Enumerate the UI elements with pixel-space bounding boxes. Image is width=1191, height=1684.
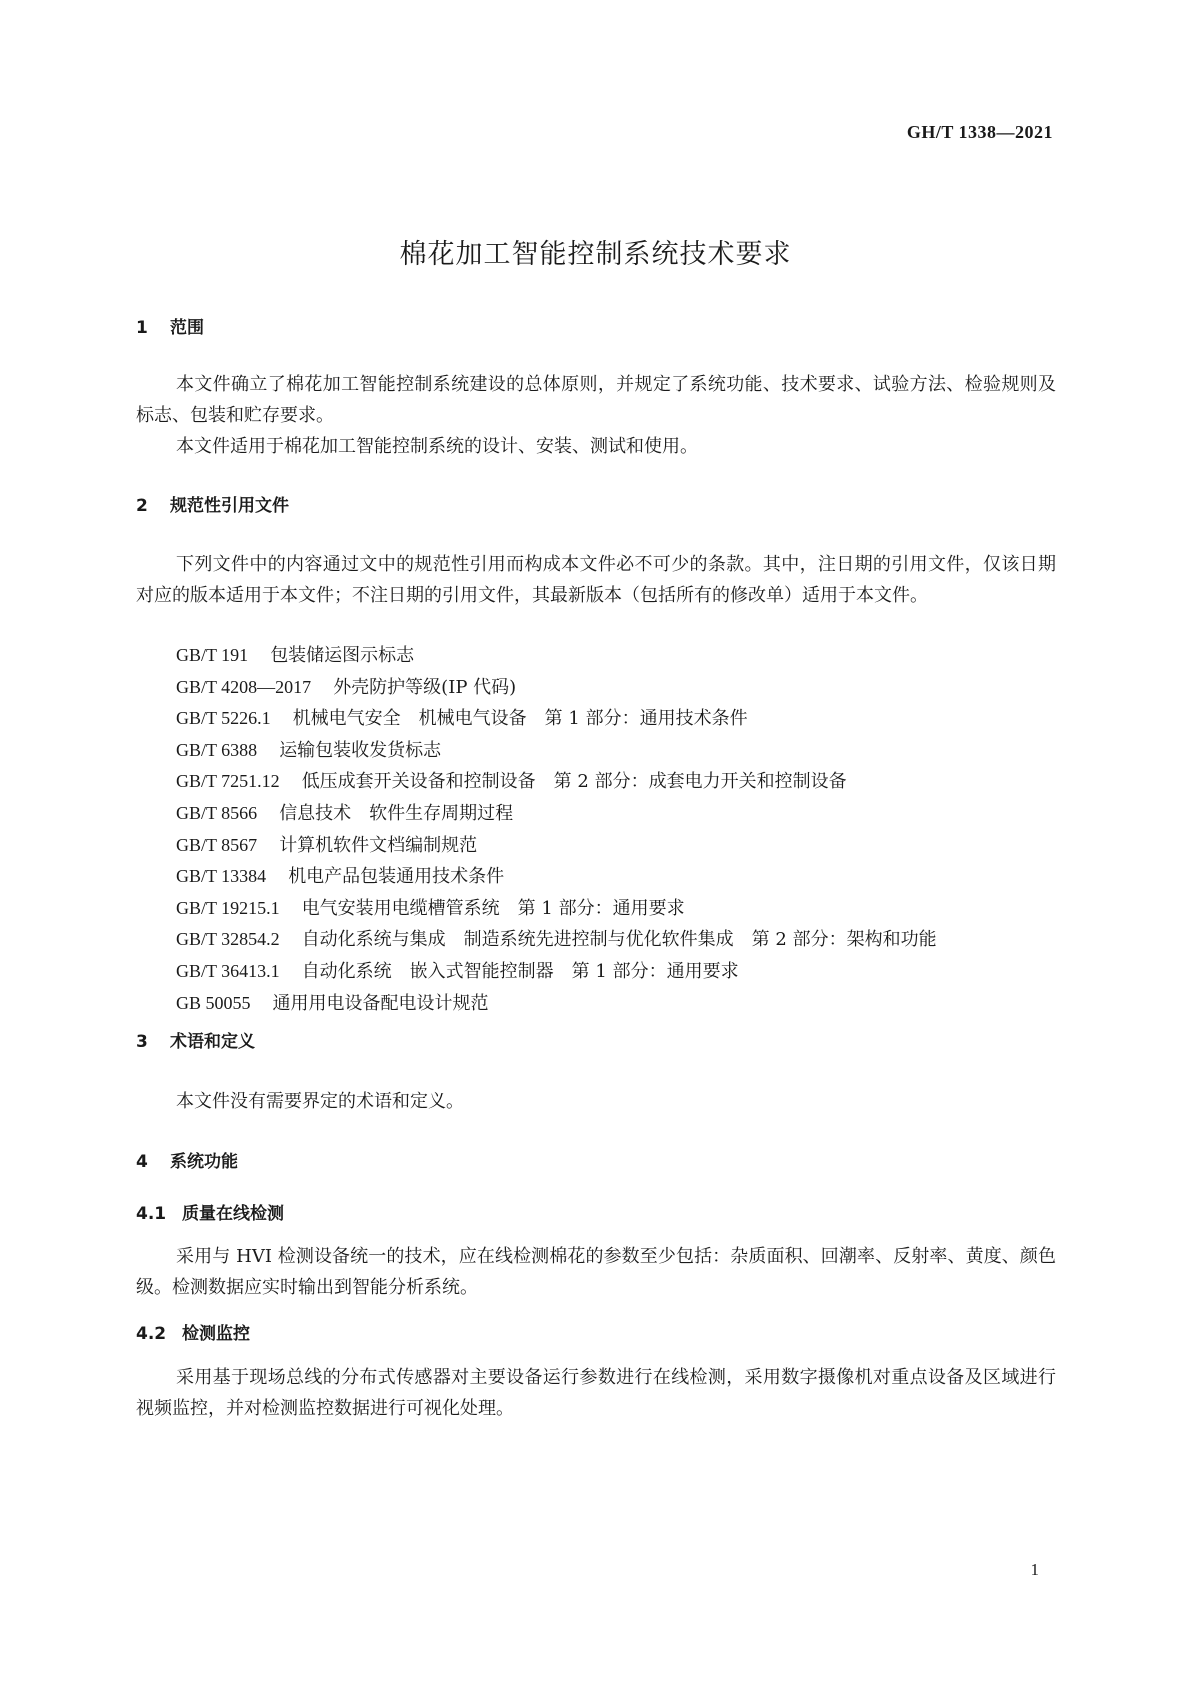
page-number: 1 [1030,1560,1039,1579]
reference-code: GB/T 6388 [176,739,258,760]
reference-code: GB/T 8567 [176,834,258,855]
reference-code: GB/T 32854.2 [176,929,280,950]
subsection-4-1-heading [136,1202,284,1226]
reference-item [176,956,937,988]
reference-title: 外壳防护等级(IP 代码) [333,676,517,698]
section-number: 1 [136,318,148,338]
section-title: 范围 [170,318,204,338]
reference-title: 运输包装收发货标志 [279,739,442,761]
reference-item [176,830,937,862]
reference-title: 自动化系统与集成 制造系统先进控制与优化软件集成 第 2 部分：架构和功能 [301,929,937,951]
section-1-heading [136,316,204,340]
section-number: 4 [136,1152,148,1172]
reference-item [176,640,937,672]
reference-code: GB/T 36413.1 [176,960,280,981]
reference-code: GB/T 13384 [176,866,267,887]
reference-code: GB/T 19215.1 [176,897,280,918]
section-number: 2 [136,496,148,516]
reference-code: GB/T 4208—2017 [176,676,312,697]
reference-title: 包装储运图示标志 [270,645,415,666]
paragraph: 本文件确立了棉花加工智能控制系统建设的总体原则，并规定了系统功能、技术要求、试验方法、检验规则及标志、包装和贮存要求。 [136,374,1056,426]
reference-item [176,861,937,893]
reference-item [176,988,937,1020]
reference-code: GB 50055 [176,992,251,1013]
reference-title: 电气安装用电缆槽管系统 第 1 部分：通用要求 [301,897,685,919]
reference-item [176,893,937,925]
paragraph: 采用基于现场总线的分布式传感器对主要设备运行参数进行在线检测，采用数字摄像机对重点设备及区域进行视频监控，并对检测监控数据进行可视化处理。 [136,1367,1056,1419]
subsection-4-1-body [136,1241,1056,1303]
subsection-number: 4.1 [136,1204,167,1224]
reference-list [176,640,937,1019]
reference-title: 计算机软件文档编制规范 [279,834,478,856]
reference-title: 信息技术 软件生存周期过程 [279,802,514,824]
section-3-body [136,1086,1056,1117]
section-3-heading [136,1030,255,1054]
subsection-4-2-body [136,1362,1056,1424]
reference-title: 机电产品包装通用技术条件 [288,866,505,888]
standard-code: GH/T 1338—2021 [906,122,1053,142]
reference-code: GB/T 191 [176,645,249,665]
subsection-number: 4.2 [136,1324,167,1344]
section-1-body [136,369,1056,462]
reference-item [176,766,937,798]
paragraph: 采用与 HVI 检测设备统一的技术，应在线检测棉花的参数至少包括：杂质面积、回潮率、反射率、黄度、颜色级。检测数据应实时输出到智能分析系统。 [136,1246,1056,1298]
reference-title: 机械电气安全 机械电气设备 第 1 部分：通用技术条件 [292,708,748,730]
section-title: 术语和定义 [170,1032,255,1052]
section-2-intro [136,549,1056,611]
reference-item [176,735,937,767]
reference-title: 通用用电设备配电设计规范 [272,992,489,1014]
section-title: 系统功能 [170,1152,238,1172]
subsection-4-2-heading [136,1322,250,1346]
subsection-title: 检测监控 [182,1324,250,1344]
document-title: 棉花加工智能控制系统技术要求 [399,239,792,270]
paragraph: 本文件没有需要界定的术语和定义。 [176,1091,464,1112]
section-number: 3 [136,1032,148,1052]
paragraph: 本文件适用于棉花加工智能控制系统的设计、安装、测试和使用。 [176,436,698,457]
section-4-heading [136,1150,238,1174]
reference-item [176,924,937,956]
subsection-title: 质量在线检测 [182,1204,284,1224]
reference-item [176,798,937,830]
reference-title: 自动化系统 嵌入式智能控制器 第 1 部分：通用要求 [301,960,739,982]
reference-item [176,672,937,704]
section-2-heading [136,494,289,518]
section-title: 规范性引用文件 [170,496,289,516]
reference-item [176,703,937,735]
reference-code: GB/T 5226.1 [176,708,271,729]
paragraph: 下列文件中的内容通过文中的规范性引用而构成本文件必不可少的条款。其中，注日期的引用文件，仅该日期对应的版本适用于本文件；不注日期的引用文件，其最新版本（包括所有的修改单）适用于本文件。 [136,554,1056,606]
reference-code: GB/T 8566 [176,802,258,823]
reference-code: GB/T 7251.12 [176,771,280,792]
reference-title: 低压成套开关设备和控制设备 第 2 部分：成套电力开关和控制设备 [301,771,847,793]
